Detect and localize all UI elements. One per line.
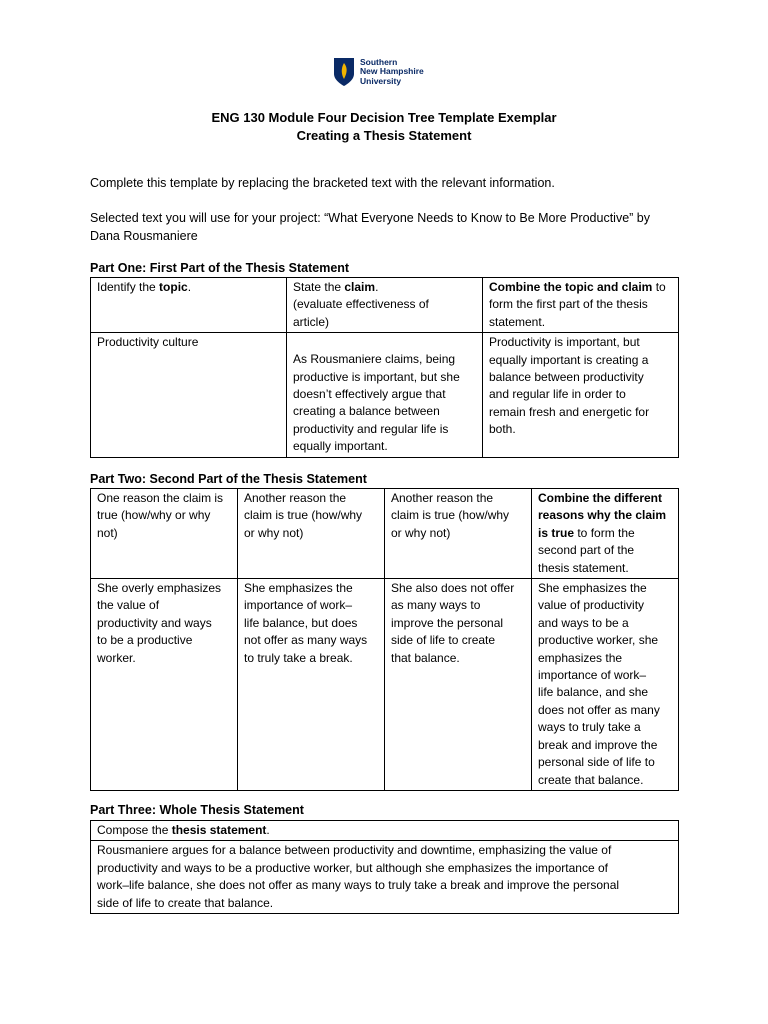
header-cell-thesis: Compose the thesis statement.: [91, 821, 679, 841]
header-cell-topic: Identify the topic.: [91, 278, 287, 333]
reason-1-cell: She overly emphasizes the value of productivity and ways to be a productive worker.: [91, 579, 238, 791]
table-row: [91, 821, 679, 841]
table-row: [91, 278, 679, 333]
logo-line: University: [360, 75, 402, 86]
claim-cell: As Rousmaniere claims, being productive is important, but she doesn’t effectively argue that creating a balance between productivity and regular life is equally important.: [287, 333, 483, 457]
table-row: [91, 333, 679, 457]
topic-cell: Productivity culture: [91, 333, 287, 457]
university-name: [360, 58, 424, 87]
header-cell-claim: State the claim. (evaluate effectiveness of article): [287, 278, 483, 333]
instructions: Complete this template by replacing the bracketed text with the relevant information.: [90, 176, 555, 190]
university-logo: [333, 55, 424, 89]
part-three-table: [90, 820, 679, 914]
reason-3-cell: She also does not offer as many ways to improve the personal side of life to create that balance.: [385, 579, 532, 791]
header-cell-reason-3: Another reason the claim is true (how/why or why not): [385, 489, 532, 579]
table-row: [91, 841, 679, 914]
selected-text-line: Selected text you will use for your project: “What Everyone Needs to Know to Be More Productive” by: [90, 211, 650, 225]
combined-reasons-cell: She emphasizes the value of productivity and ways to be a productive worker, she emphasizes the importance of work– life balance, and she does not offer as many ways to truly take a break and improve the personal side of life to create that balance.: [532, 579, 679, 791]
document-title: ENG 130 Module Four Decision Tree Template Exemplar: [211, 110, 557, 125]
logo-line: Southern: [360, 56, 398, 67]
combined-cell: Productivity is important, but equally important is creating a balance between productivity and regular life in order to remain fresh and energetic for both.: [483, 333, 679, 457]
selected-text-line: Dana Rousmaniere: [90, 229, 198, 243]
table-row: [91, 579, 679, 791]
table-row: [91, 489, 679, 579]
header-cell-combine: Combine the topic and claim to form the first part of the thesis statement.: [483, 278, 679, 333]
header-cell-combine: Combine the different reasons why the claim is true to form the second part of the thesis statement.: [532, 489, 679, 579]
part-two-heading: Part Two: Second Part of the Thesis Statement: [90, 472, 367, 486]
university-shield-icon: [333, 57, 355, 87]
selected-text: [90, 209, 690, 245]
header-cell-reason-2: Another reason the claim is true (how/why or why not): [238, 489, 385, 579]
part-three-heading: Part Three: Whole Thesis Statement: [90, 803, 304, 817]
document-subtitle: Creating a Thesis Statement: [296, 128, 472, 143]
part-one-heading: Part One: First Part of the Thesis Statement: [90, 261, 350, 275]
thesis-cell: Rousmaniere argues for a balance between productivity and downtime, emphasizing the value of productivity and ways to be a productive worker, but although she emphasizes the importance of work–life balance, she does not offer as many ways to truly take a break and improve the personal side of life to create that balance.: [91, 841, 679, 914]
reason-2-cell: She emphasizes the importance of work– life balance, but does not offer as many ways to truly take a break.: [238, 579, 385, 791]
part-one-table: [90, 277, 679, 458]
logo-line: New Hampshire: [360, 66, 424, 77]
part-two-table: [90, 488, 679, 791]
header-cell-reason-1: One reason the claim is true (how/why or why not): [91, 489, 238, 579]
